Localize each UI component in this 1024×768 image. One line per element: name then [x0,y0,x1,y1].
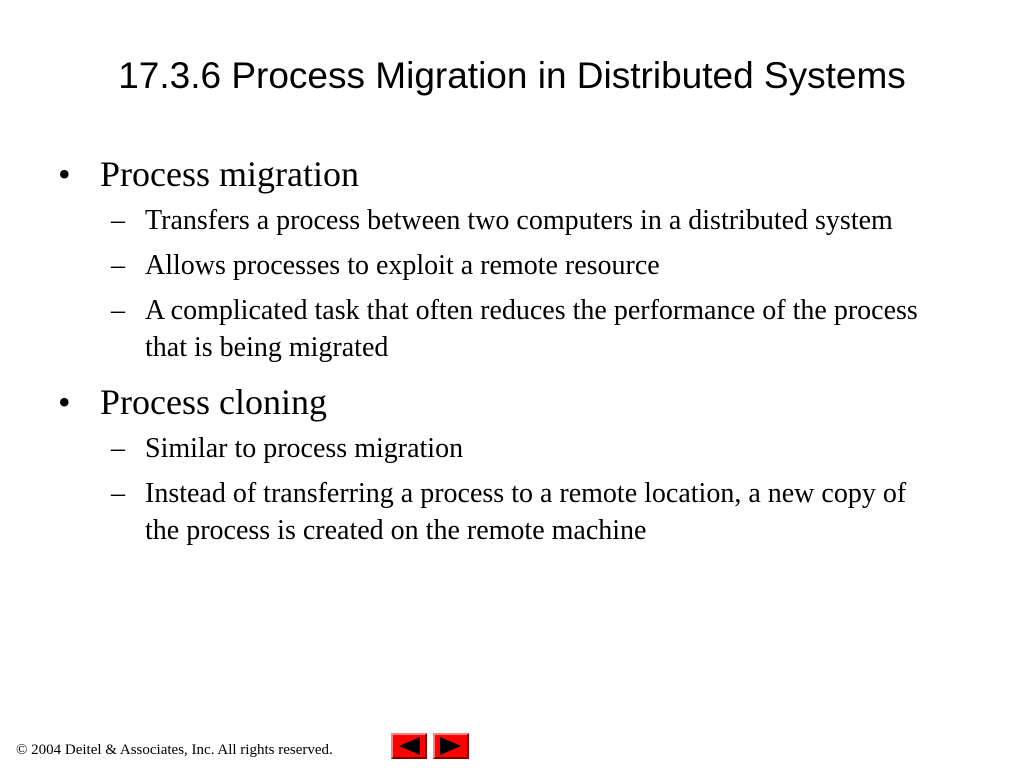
slide-title: 17.3.6 Process Migration in Distributed Systems [118,55,906,96]
sub-bullet-text: Similar to process migration [145,433,464,464]
next-slide-button[interactable] [433,733,469,759]
dash-marker: – [111,478,125,509]
dash-marker: – [111,250,125,281]
sub-bullet-text: Instead of transferring a process to a remote location, a new copy of the process is created on the remote machine [145,478,907,546]
bullet-text: Process cloning [100,382,327,422]
bullet-marker: • [58,154,71,194]
slide-body [55,152,955,563]
sub-bullet-text: Transfers a process between two computers in a distributed system [145,205,893,236]
sub-bullet-item [55,430,935,467]
sub-bullet-text: A complicated task that often reduces the performance of the process that is being migrated [145,295,918,363]
sub-bullet-item [55,247,935,284]
bullet-text: Process migration [100,154,359,194]
dash-marker: – [111,433,125,464]
left-arrow-icon [393,735,425,757]
sub-bullet-item [55,202,935,239]
sub-bullet-list [55,202,955,366]
sub-bullet-item [55,292,935,366]
bullet-item [55,380,955,424]
sub-bullet-text: Allows processes to exploit a remote resource [145,250,660,281]
right-arrow-icon [435,735,467,757]
sub-bullet-item [55,475,935,549]
bullet-item [55,152,955,196]
dash-marker: – [111,295,125,326]
bullet-marker: • [58,382,71,422]
previous-slide-button[interactable] [391,733,427,759]
copyright-footer: © 2004 Deitel & Associates, Inc. All rights reserved. [16,742,333,758]
sub-bullet-list [55,430,955,549]
dash-marker: – [111,205,125,236]
